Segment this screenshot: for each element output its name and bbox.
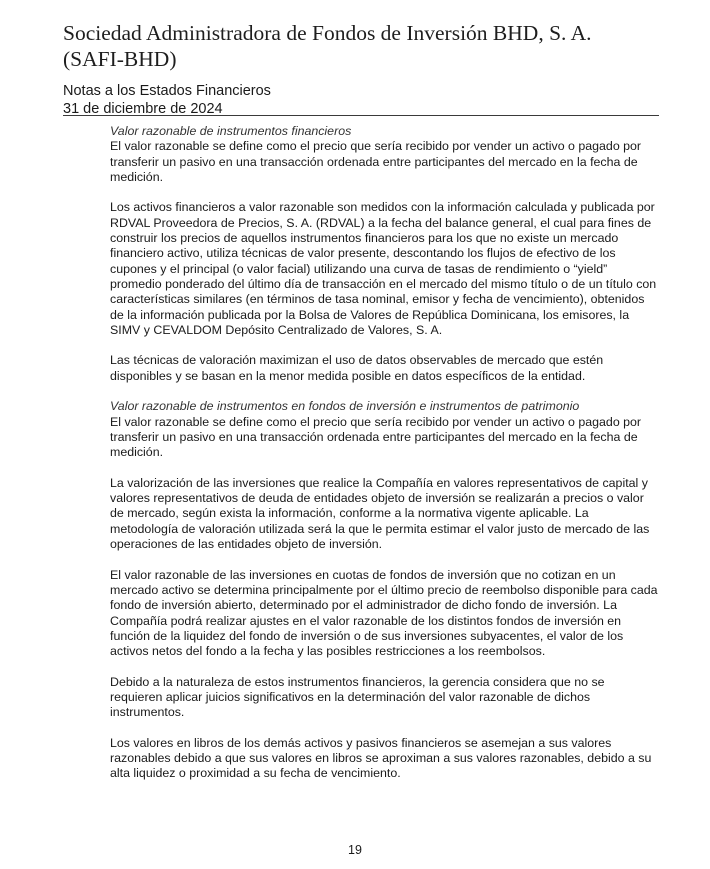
paragraph: El valor razonable se define como el precio que sería recibido por vender un activo o pagado por transferir un pasivo en una transacción ordenada entre participantes del mercado en la fecha de medición.	[110, 414, 642, 460]
paragraph: Los activos financieros a valor razonable son medidos con la información calculada y publicada por RDVAL Proveedora de Precios, S. A. (RDVAL) a la fecha del balance general, el cual para fines de construir los precios de aquellos instrumentos financieros para los que no existe un mercado financiero activo, utiliza técnicas de valor presente, descontando los flujos de efectivo de los cupones y el principal (o valor facial) utilizando una curva de tasas de rendimiento o “yield” promedio ponderado del último día de transacción en el mercado del mismo título o de un título con características similares (en términos de tasa nominal, emisor y fecha de vencimiento), obtenidos de la información publicada por la Bolsa de Valores de República Dominicana, los emisores, la SIMV y CEVALDOM Depósito Centralizado de Valores, S. A.	[110, 200, 657, 337]
document-body	[110, 124, 660, 797]
section-fair-value-investment-funds	[110, 399, 660, 460]
document-title: Notas a los Estados Financieros	[63, 83, 271, 99]
paragraph: La valorización de las inversiones que realice la Compañía en valores representativos de capital y valores representativos de deuda de entidades objeto de inversión se realizarán a precios o valor de mercado, según exista la información, conforme a la normativa vigente aplicable. La metodología de valoración utilizada será la que le permita estimar el valor justo de mercado de las operaciones de las entidades objeto de inversión.	[110, 475, 650, 552]
paragraph: Debido a la naturaleza de estos instrumentos financieros, la gerencia considera que no se requieren aplicar juicios significativos en la determinación del valor razonable de dichos instrumentos.	[110, 674, 605, 720]
paragraph: Las técnicas de valoración maximizan el uso de datos observables de mercado que estén disponibles y se basan en la menor medida posible en datos específicos de la entidad.	[110, 353, 604, 383]
paragraph: Los valores en libros de los demás activos y pasivos financieros se asemejan a sus valores razonables debido a que sus valores en libros se aproximan a sus valores razonables, debido a su alta liquidez o proximidad a su fecha de vencimiento.	[110, 735, 652, 781]
section-fair-value-financial-instruments	[110, 124, 660, 185]
header-divider	[63, 115, 659, 116]
page-number: 19	[348, 843, 362, 857]
company-name-line1: Sociedad Administradora de Fondos de Inversión BHD, S. A.	[63, 21, 592, 45]
paragraph: El valor razonable se define como el precio que sería recibido por vender un activo o pagado por transferir un pasivo en una transacción ordenada entre participantes del mercado en la fecha de medición.	[110, 139, 642, 184]
section-heading: Valor razonable de instrumentos financieros	[110, 124, 352, 138]
company-name-line2: (SAFI-BHD)	[63, 47, 177, 71]
document-header	[63, 20, 659, 118]
section-heading: Valor razonable de instrumentos en fondos de inversión e instrumentos de patrimonio	[110, 399, 580, 414]
paragraph: El valor razonable de las inversiones en cuotas de fondos de inversión que no cotizan en un mercado activo se determina principalmente por el último precio de reembolso disponible para cada fondo de inversión abierto, determinado por el administrador de dicho fondo de inversión. La Compañía podrá realizar ajustes en el valor razonable de los distintos fondos de inversión en función de la liquidez del fondo de inversión o de sus inversiones subyacentes, el valor de los activos netos del fondo a la fecha y las posibles restricciones a los reembolsos.	[110, 567, 658, 659]
document-date: 31 de diciembre de 2024	[63, 101, 223, 117]
